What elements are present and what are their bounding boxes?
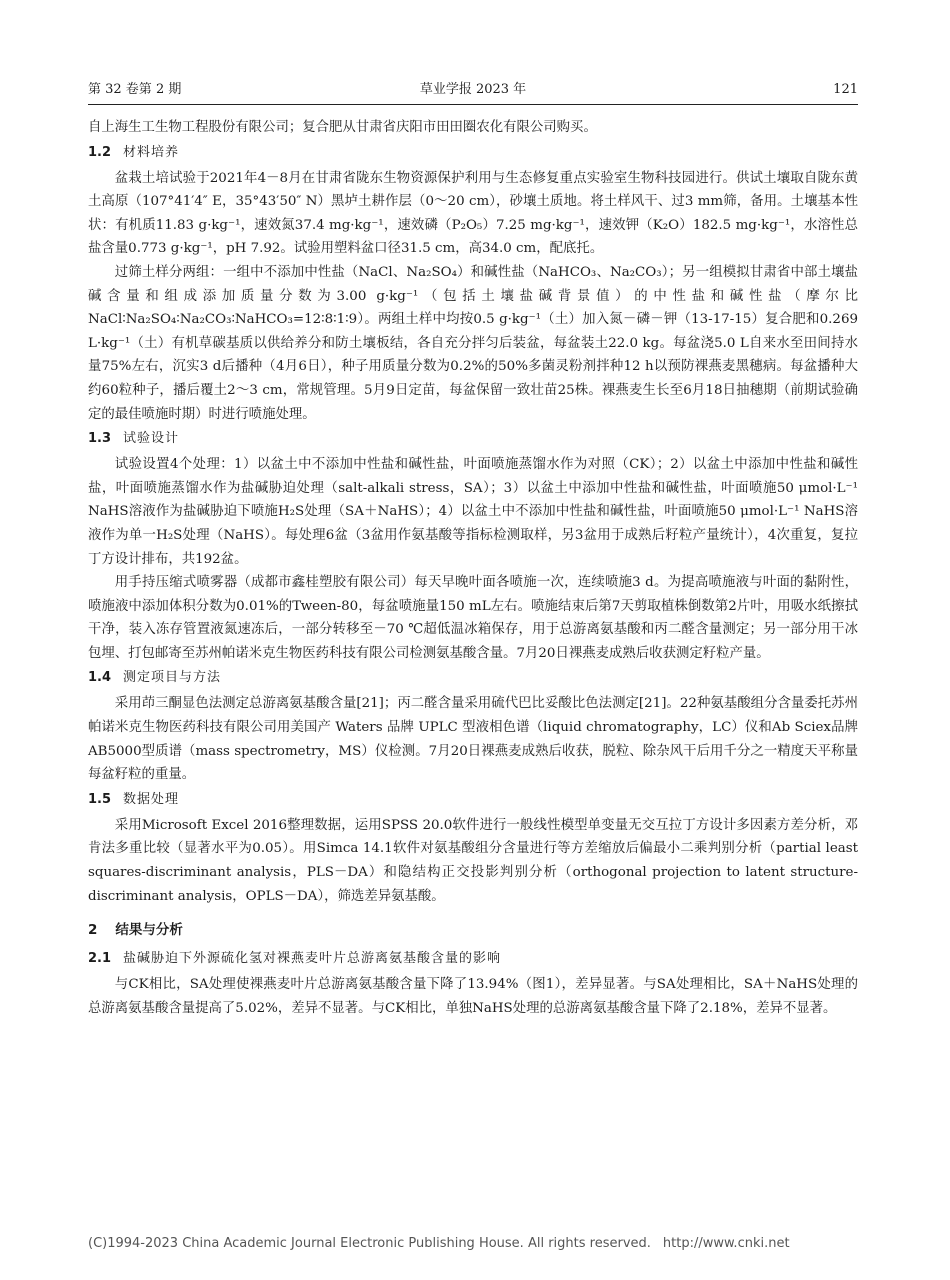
section-number: 1.5 [88, 791, 112, 807]
header-volume-issue: 第 32 卷第 2 期 [88, 82, 182, 97]
section-title: 结果与分析 [115, 922, 183, 939]
article-body [88, 116, 858, 1020]
header-divider [88, 104, 858, 105]
section-title: 试验设计 [123, 431, 180, 447]
section-number: 1.3 [88, 431, 112, 447]
section-heading-2 [88, 918, 858, 942]
paragraph: 与CK相比，SA处理使裸燕麦叶片总游离氨基酸含量下降了13.94%（图1），差异显著。与SA处理相比，SA＋NaHS处理的总游离氨基酸含量提高了5.02%，差异不显著。与CK相比，单独NaHS处理的总游离氨基酸含量下降了2.18%，差异不显著。 [88, 977, 858, 1016]
paragraph: 盆栽土培试验于2021年4－8月在甘肃省陇东生物资源保护利用与生态修复重点实验室生物科技园进行。供试土壤取自陇东黄土高原（107°41′4″ E，35°43′50″ N）黑垆土耕作层（0～20 cm），砂壤土质地。将土样风干、过3 mm筛，备用。土壤基本性状：有机质11.83 g·kg⁻¹，速效氮37.4 mg·kg⁻¹，速效磷（P₂O₅）7.25 mg·kg⁻¹，速效钾（K₂O）182.5 mg·kg⁻¹，水溶性总盐含量0.773 g·kg⁻¹，pH 7.92。试验用塑料盆口径31.5 cm，高34.0 cm，配底托。 [88, 170, 858, 257]
section-heading-1-5 [88, 789, 858, 811]
header-page-number: 121 [833, 82, 858, 97]
section-heading-2-1 [88, 948, 858, 970]
paragraph: 用手持压缩式喷雾器（成都市鑫桂塑胶有限公司）每天早晚叶面各喷施一次，连续喷施3 d。为提高喷施液与叶面的黏附性，喷施液中添加体积分数为0.01%的Tween-80，每盆喷施量150 mL左右。喷施结束后第7天剪取植株倒数第2片叶，用吸水纸擦拭干净，装入冻存管置液氮速冻后，一部分转移至－70 ℃超低温冰箱保存，用于总游离氨基酸和丙二醛含量测定；另一部分用干冰包埋、打包邮寄至苏州帕诺米克生物医药科技有限公司检测氨基酸含量。7月20日裸燕麦成熟后收获测定籽粒产量。 [88, 575, 858, 661]
paragraph: 试验设置4个处理：1）以盆土中不添加中性盐和碱性盐，叶面喷施蒸馏水作为对照（CK）；2）以盆土中添加中性盐和碱性盐，叶面喷施蒸馏水作为盐碱胁迫处理（salt-alkali stress，SA）；3）以盆土中添加中性盐和碱性盐，叶面喷施50 μmol·L⁻¹ NaHS溶液作为盐碱胁迫下喷施H₂S处理（SA＋NaHS）；4）以盆土中不添加中性盐和碱性盐，叶面喷施50 μmol·L⁻¹ NaHS溶液作为单一H₂S处理（NaHS）。每处理6盆（3盆用作氨基酸等指标检测取样，另3盆用于成熟后籽粒产量统计），4次重复，复拉丁方设计排布，共192盆。 [88, 457, 858, 567]
running-header [88, 80, 858, 104]
section-title: 数据处理 [123, 791, 180, 807]
section-title: 测定项目与方法 [123, 670, 222, 686]
section-heading-1-4 [88, 667, 858, 689]
copyright-text: (C)1994-2023 China Academic Journal Electronic Publishing House. All rights reserved. [88, 1236, 651, 1251]
section-number: 1.2 [88, 144, 112, 160]
footer-url[interactable]: http://www.cnki.net [662, 1236, 790, 1251]
section-number: 2.1 [88, 951, 112, 967]
section-title: 盐碱胁迫下外源硫化氢对裸燕麦叶片总游离氨基酸含量的影响 [123, 951, 502, 967]
section-number: 1.4 [88, 670, 112, 686]
section-heading-1-2 [88, 142, 858, 164]
continued-paragraph: 自上海生工生物工程股份有限公司；复合肥从甘肃省庆阳市田田圈农化有限公司购买。 [88, 120, 597, 135]
section-title: 材料培养 [123, 144, 180, 160]
section-number: 2 [88, 922, 98, 939]
copyright-footer [88, 1236, 858, 1251]
header-journal-title: 草业学报 2023 年 [419, 82, 527, 97]
paragraph: 过筛土样分两组：一组中不添加中性盐（NaCl、Na₂SO₄）和碱性盐（NaHCO₃、Na₂CO₃）；另一组模拟甘肃省中部土壤盐碱含量和组成添加质量分数为3.00 g·kg⁻¹（包括土壤盐碱背景值）的中性盐和碱性盐（摩尔比NaCl∶Na₂SO₄∶Na₂CO₃∶NaHCO₃=12∶8∶1∶9）。两组土样中均按0.5 g·kg⁻¹（土）加入氮－磷－钾（13-17-15）复合肥和0.269 L·kg⁻¹（土）有机草碳基质以供给养分和防土壤板结，各自充分拌匀后装盆，每盆装土22.0 kg。每盆浇5.0 L自来水至田间持水量75%左右，沉实3 d后播种（4月6日），种子用质量分数为0.2%的50%多菌灵粉剂拌种12 h以预防裸燕麦黑穗病。每盆播种大约60粒种子，播后覆土2～3 cm，常规管理。5月9日定苗，每盆保留一致壮苗25株。裸燕麦生长至6月18日抽穗期（前期试验确定的最佳喷施时期）时进行喷施处理。 [88, 264, 858, 422]
paragraph: 采用Microsoft Excel 2016整理数据，运用SPSS 20.0软件进行一般线性模型单变量无交互拉丁方设计多因素方差分析，邓肯法多重比较（显著水平为0.05）。用Simca 14.1软件对氨基酸组分含量进行等方差缩放后偏最小二乘判别分析（partial least squares-discriminant analysis，PLS－DA）和隐结构正交投影判别分析（orthogonal projection to latent structure-discriminant analysis，OPLS－DA），筛选差异氨基酸。 [88, 817, 858, 904]
paragraph: 采用茚三酮显色法测定总游离氨基酸含量[21]；丙二醛含量采用硫代巴比妥酸比色法测定[21]。22种氨基酸组分含量委托苏州帕诺米克生物医药科技有限公司用美国产 Waters 品牌 UPLC 型液相色谱（liquid chromatography，LC）仪和Ab Sciex品牌AB5000型质谱（mass spectrometry，MS）仪检测。7月20日裸燕麦成熟后收获，脱粒、除杂风干后用千分之一精度天平称量每盆籽粒的重量。 [88, 696, 858, 783]
section-heading-1-3 [88, 428, 858, 450]
